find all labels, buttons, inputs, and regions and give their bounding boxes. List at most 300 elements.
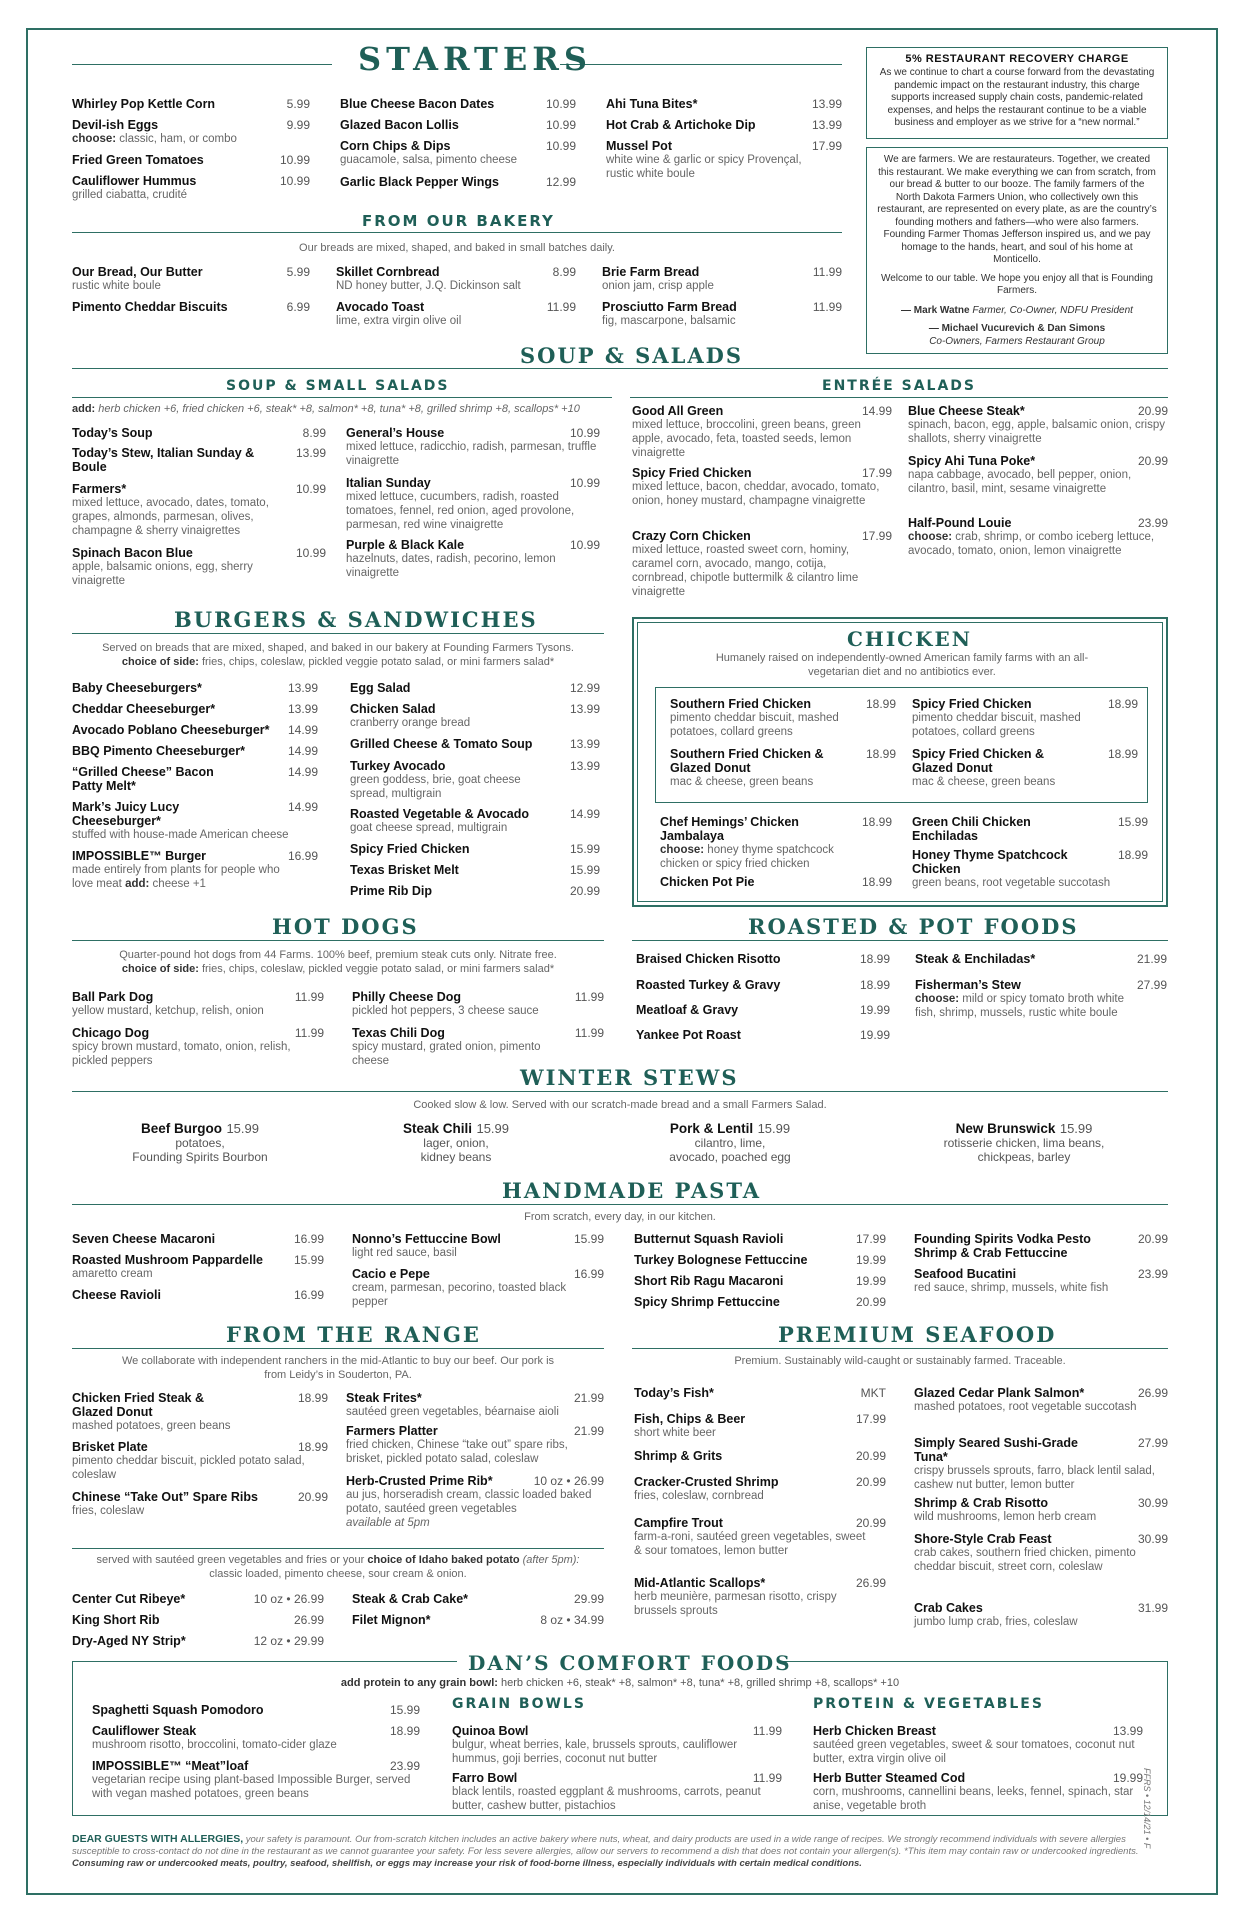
item-price: 11.99 [294, 1026, 324, 1040]
item-description [602, 314, 842, 328]
menu-item [350, 863, 600, 877]
menu-item [912, 815, 1148, 843]
item-name: Braised Chicken Risotto [636, 952, 781, 966]
stew-item [328, 1122, 584, 1164]
description-text: pimento cheddar biscuit, mashed potatoes, collard greens [670, 712, 839, 738]
item-name: Roasted Mushroom Pappardelle [72, 1253, 264, 1267]
menu-item [72, 1634, 324, 1648]
description-text: mixed lettuce, avocado, dates, tomato, grapes, almonds, parmesan, olives, champagne & sherry vinaigrettes [72, 497, 269, 537]
item-name: Shore-Style Crab Feast [914, 1532, 1052, 1546]
item-price: 20.99 [297, 1490, 328, 1504]
item-description [92, 1738, 420, 1752]
item-name: Farro Bowl [452, 1771, 518, 1785]
description-text: mixed lettuce, roasted sweet corn, hominy, caramel corn, avocado, mango, cotija, cornbread, chipotle buttermilk & cilantro lime vinaigrette [632, 544, 859, 598]
item-description [632, 418, 882, 460]
menu-item [915, 952, 1167, 966]
item-name: Campfire Trout [634, 1516, 723, 1530]
item-description [813, 1785, 1143, 1813]
founding-farmers-box [866, 147, 1168, 354]
item-description [602, 279, 842, 293]
description-text: light red sauce, basil [352, 1247, 457, 1259]
menu-item [634, 1449, 886, 1463]
item-description [346, 490, 596, 532]
menu-item [72, 681, 318, 695]
menu-item [634, 1232, 886, 1246]
item-price: 18.99 [865, 697, 896, 711]
menu-item [352, 1592, 604, 1606]
item-price: 18.99 [389, 1724, 420, 1738]
item-description [670, 711, 870, 739]
menu-item [72, 723, 318, 737]
item-description [670, 775, 870, 789]
item-price: 14.99 [287, 765, 318, 779]
description-text: mixed lettuce, radicchio, radish, parmesan, truffle vinaigrette [346, 441, 597, 467]
item-description [346, 440, 600, 468]
menu-item [72, 1613, 324, 1627]
item-description [72, 1504, 328, 1518]
menu-item [636, 1028, 890, 1042]
menu-item [340, 139, 576, 167]
description-text: fries, coleslaw [72, 1505, 145, 1517]
item-name: New Brunswick [955, 1121, 1056, 1136]
chicken-note: Humanely raised on independently-owned American family farms with an all-vegetarian diet and no antibiotics ever. [715, 652, 1089, 678]
item-price: 11.99 [812, 300, 842, 314]
item-name: Texas Chili Dog [352, 1026, 445, 1040]
item-price: 15.99 [757, 1121, 791, 1136]
item-name: Blue Cheese Bacon Dates [340, 97, 495, 111]
menu-item [346, 1391, 604, 1419]
item-price: 10.99 [279, 174, 310, 188]
item-price: 20.99 [855, 1449, 886, 1463]
range-title: FROM THE RANGE [226, 1322, 481, 1347]
item-description [352, 1004, 604, 1018]
description-text: classic, ham, or combo [119, 133, 237, 145]
item-name: Spaghetti Squash Pomodoro [92, 1703, 264, 1717]
item-name: Shrimp & Grits [634, 1449, 723, 1463]
item-description [72, 132, 310, 146]
description-text: sautéed green vegetables, sweet & sour tomatoes, coconut nut butter, extra virgin olive oil [813, 1739, 1135, 1765]
item-description [632, 480, 887, 508]
item-name: Spicy Fried Chicken [912, 697, 1032, 711]
item-name: Cheese Ravioli [72, 1288, 161, 1302]
item-price: 11.99 [294, 990, 324, 1004]
item-price: 21.99 [1136, 952, 1167, 966]
range-served-note: served with sautéed green vegetables and fries or your choice of Idaho baked potato (after 5pm): classic loaded, pimento cheese, sour cream & onion. [96, 1554, 580, 1580]
stew-item [602, 1122, 858, 1164]
item-name: Founding Spirits Vodka Pesto Shrimp & Crab Fettuccine [914, 1232, 1091, 1260]
protein-veg-title: PROTEIN & VEGETABLES [813, 1696, 1044, 1712]
item-price: 12.99 [545, 175, 576, 189]
item-description [92, 1773, 420, 1801]
item-name: Brisket Plate [72, 1440, 148, 1454]
item-description [336, 314, 576, 328]
menu-item [72, 1232, 324, 1246]
item-name: Roasted Vegetable & Avocado [350, 807, 529, 821]
menu-item [634, 1475, 886, 1503]
item-price: 14.99 [861, 404, 892, 418]
menu-item [912, 848, 1148, 890]
menu-item [660, 875, 892, 889]
menu-item [72, 546, 326, 588]
menu-item [72, 174, 310, 202]
item-name: Seven Cheese Macaroni [72, 1232, 216, 1246]
item-price: 15.99 [569, 863, 600, 877]
description-text: spicy brown mustard, tomato, onion, relish, pickled peppers [72, 1041, 291, 1067]
seafood-note: Premium. Sustainably wild-caught or sustainably farmed. Traceable. [734, 1355, 1066, 1367]
item-name: Yankee Pot Roast [636, 1028, 741, 1042]
menu-item [660, 815, 892, 871]
item-price: 13.99 [1112, 1724, 1143, 1738]
description-text: mushroom risotto, broccolini, tomato-cider glaze [92, 1739, 337, 1751]
item-price: 10.99 [569, 476, 600, 490]
item-name: Avocado Poblano Cheeseburger* [72, 723, 270, 737]
item-price: 10.99 [545, 97, 576, 111]
pasta-title: HANDMADE PASTA [502, 1178, 762, 1203]
menu-item [914, 1532, 1168, 1574]
description-text: mixed lettuce, broccolini, green beans, green apple, avocado, feta, toasted seeds, lemon vinaigrette [632, 419, 861, 459]
item-price: 18.99 [297, 1391, 328, 1405]
item-price: 26.99 [855, 1576, 886, 1590]
item-name: Simply Seared Sushi-Grade Tuna* [914, 1436, 1078, 1464]
stews-note: Cooked slow & low. Served with our scratch-made bread and a small Farmers Salad. [413, 1099, 827, 1111]
item-name: Spicy Fried Chicken [350, 842, 470, 856]
item-name: Chicken Salad [350, 702, 436, 716]
item-description [336, 279, 576, 293]
item-price: 13.99 [569, 702, 600, 716]
item-description [72, 1454, 312, 1482]
menu-item [72, 702, 318, 716]
menu-item [340, 175, 576, 189]
burgers-note: Served on breads that are mixed, shaped, and baked in our bakery at Founding Farmers Tysons. choice of side: fries, chips, coleslaw, pickled veggie potato salad, or mini farmers salad* [102, 642, 574, 668]
item-price: 8.99 [302, 426, 326, 440]
description-text: pimento cheddar biscuit, mashed potatoes, collard greens [912, 712, 1081, 738]
item-name: Prosciutto Farm Bread [602, 300, 737, 314]
item-name: Cauliflower Steak [92, 1724, 197, 1738]
menu-item [914, 1386, 1168, 1414]
menu-item [350, 681, 600, 695]
farmers-welcome: Welcome to our table. We hope you enjoy all that is Founding Farmers. [880, 272, 1153, 296]
item-description [912, 775, 1112, 789]
item-price: 14.99 [569, 807, 600, 821]
item-price: 15.99 [476, 1121, 510, 1136]
menu-item [340, 97, 576, 111]
item-price: 11.99 [812, 265, 842, 279]
item-price: MKT [860, 1386, 886, 1400]
item-price: 13.99 [569, 759, 600, 773]
item-price: 10 oz • 26.99 [253, 1592, 324, 1606]
item-price: 15.99 [573, 1232, 604, 1246]
item-price: 13.99 [287, 681, 318, 695]
item-description [72, 560, 282, 588]
item-description [912, 711, 1112, 739]
item-description [352, 1281, 604, 1309]
soup-small-salads-title: SOUP & SMALL SALADS [226, 378, 450, 394]
item-name: Cacio e Pepe [352, 1267, 430, 1281]
item-price: 11.99 [546, 300, 576, 314]
item-price: 16.99 [293, 1288, 324, 1302]
item-price: 10.99 [545, 139, 576, 153]
item-description [72, 828, 318, 842]
item-price: 13.99 [287, 702, 318, 716]
item-price: 14.99 [287, 723, 318, 737]
menu-item [908, 516, 1168, 558]
menu-item [914, 1232, 1168, 1260]
menu-item [350, 702, 600, 730]
menu-item [352, 1026, 604, 1068]
item-name: General’s House [346, 426, 445, 440]
item-description: avocado, poached egg [669, 1150, 791, 1164]
menu-item [346, 476, 600, 532]
item-description [346, 1488, 604, 1530]
item-description [914, 1400, 1144, 1414]
item-name: Blue Cheese Steak* [908, 404, 1025, 418]
signature-1-role: Farmer, Co-Owner, NDFU President [972, 304, 1133, 316]
description-text: fig, mascarpone, balsamic [602, 315, 736, 327]
description-text: short white beer [634, 1427, 716, 1439]
item-price: 19.99 [855, 1253, 886, 1267]
item-price: 30.99 [1137, 1532, 1168, 1546]
item-description [72, 1267, 324, 1281]
description-text: made entirely from plants for people who love meat [72, 864, 280, 890]
allergy-text: your safety is paramount. Our from-scratch kitchen includes an active bakery where nuts, wheat, and dairy products are used in a wide range of recipes. We strongly recommend individuals with severe allergies susceptible to cross-contact do not dine in the restaurant as we cannot guarantee your safety. For less severe allergies, allow our servers to recommend a dish that does not contain your allergen(s). *This item may contain raw or undercooked ingredients. [72, 1834, 1139, 1857]
description-label: choose: [660, 844, 705, 856]
item-name: Half-Pound Louie [908, 516, 1012, 530]
item-description [912, 876, 1148, 890]
menu-item [346, 426, 600, 468]
item-price: 16.99 [293, 1232, 324, 1246]
item-name: Steak & Enchiladas* [915, 952, 1036, 966]
item-price: 10.99 [569, 426, 600, 440]
signature-2-role: Co-Owners, Farmers Restaurant Group [929, 335, 1105, 347]
item-description [634, 1426, 886, 1440]
entree-salads-title: ENTRÉE SALADS [822, 378, 976, 394]
item-name: Farmers* [72, 482, 127, 496]
menu-item [634, 1274, 886, 1288]
item-name: Spicy Fried Chicken [632, 466, 752, 480]
item-description [634, 1489, 886, 1503]
item-name: Today’s Fish* [634, 1386, 714, 1400]
item-price: 5.99 [286, 97, 310, 111]
item-price: 13.99 [569, 737, 600, 751]
menu-item [634, 1386, 886, 1400]
item-price: 5.99 [286, 265, 310, 279]
item-price: 20.99 [855, 1295, 886, 1309]
item-name: Southern Fried Chicken & Glazed Donut [670, 747, 824, 775]
item-description [914, 1546, 1154, 1574]
menu-item [908, 454, 1168, 496]
menu-item [352, 1232, 604, 1260]
item-name: Steak Frites* [346, 1391, 422, 1405]
menu-item [72, 1592, 324, 1606]
signature-2-name: — Michael Vucurevich & Dan Simons [928, 323, 1106, 334]
signature-1 [877, 305, 1157, 318]
item-name: Glazed Cedar Plank Salmon* [914, 1386, 1085, 1400]
description-text: bulgur, wheat berries, kale, brussels sprouts, cauliflower hummus, goji berries, coconut nut butter [452, 1739, 738, 1765]
description-text: mashed potatoes, root vegetable succotash [914, 1401, 1137, 1413]
description-text: grilled ciabatta, crudité [72, 189, 188, 201]
menu-item [632, 404, 892, 460]
grain-bowls-title: GRAIN BOWLS [452, 1696, 586, 1712]
item-price: 17.99 [861, 529, 892, 543]
menu-item [352, 990, 604, 1018]
item-description [350, 821, 600, 835]
item-description [72, 279, 310, 293]
item-name: Pimento Cheddar Biscuits [72, 300, 228, 314]
menu-item [340, 118, 576, 132]
item-description [72, 1419, 328, 1433]
item-description [914, 1615, 1168, 1629]
description-text: jumbo lump crab, fries, coleslaw [914, 1616, 1078, 1628]
item-name: Spinach Bacon Blue [72, 546, 193, 560]
hotdogs-note: Quarter-pound hot dogs from 44 Farms. 100% beef, premium steak cuts only. Nitrate free. choice of side: fries, chips, coleslaw, pickled veggie potato salad, or mini farmers salad* [119, 949, 557, 975]
description-text: herb meunière, parmesan risotto, crispy brussels sprouts [634, 1591, 837, 1617]
item-description [352, 1246, 604, 1260]
item-name: Filet Mignon* [352, 1613, 431, 1627]
item-description [452, 1785, 782, 1813]
item-name: Our Bread, Our Butter [72, 265, 203, 279]
item-price: 20.99 [855, 1475, 886, 1489]
item-description [908, 530, 1158, 558]
description-text: crispy brussels sprouts, farro, black lentil salad, cashew nut butter, lemon butter [914, 1465, 1155, 1491]
menu-item [352, 1267, 604, 1309]
item-price: 13.99 [811, 97, 842, 111]
menu-item [636, 1003, 890, 1017]
menu-item [670, 747, 896, 789]
seafood-title: PREMIUM SEAFOOD [778, 1322, 1057, 1347]
item-description [914, 1464, 1168, 1492]
item-name: Baby Cheeseburgers* [72, 681, 202, 695]
item-price: 17.99 [811, 139, 842, 153]
menu-item [72, 300, 310, 314]
description-text: cheese +1 [152, 878, 206, 890]
item-description [632, 543, 882, 599]
description-text: napa cabbage, avocado, bell pepper, onion, cilantro, basil, mint, sesame vinaigrette [908, 469, 1132, 495]
menu-item [914, 1601, 1168, 1629]
item-price: 18.99 [861, 815, 892, 829]
item-price: 21.99 [573, 1424, 604, 1438]
menu-item [336, 265, 576, 293]
description-text: fries, coleslaw, cornbread [634, 1490, 764, 1502]
item-name: IMPOSSIBLE™ “Meat”loaf [92, 1759, 249, 1773]
item-description [660, 843, 870, 871]
description-text: hazelnuts, dates, radish, pecorino, lemon vinaigrette [346, 553, 556, 579]
item-price: 13.99 [295, 446, 326, 460]
item-name: Farmers Platter [346, 1424, 438, 1438]
item-price: 12.99 [569, 681, 600, 695]
item-name: Crab Cakes [914, 1601, 983, 1615]
item-price: 11.99 [574, 990, 604, 1004]
item-name: Chicken Fried Steak & Glazed Donut [72, 1391, 204, 1419]
menu-item [346, 1474, 604, 1530]
item-description [914, 1281, 1168, 1295]
menu-item [915, 978, 1167, 1020]
item-price: 26.99 [1137, 1386, 1168, 1400]
item-name: Egg Salad [350, 681, 411, 695]
chicken-title: CHICKEN [847, 627, 972, 651]
menu-item [336, 300, 576, 328]
menu-code: FFRS • 12/14/21 • F [1142, 1768, 1152, 1849]
description-text: spicy mustard, grated onion, pimento cheese [352, 1041, 541, 1067]
description-text: mac & cheese, green beans [670, 776, 814, 788]
item-name: “Grilled Cheese” Bacon Patty Melt* [72, 765, 214, 793]
item-name: Meatloaf & Gravy [636, 1003, 739, 1017]
item-price: 10 oz • 26.99 [533, 1474, 604, 1488]
item-price: 19.99 [859, 1003, 890, 1017]
item-name: Fried Green Tomatoes [72, 153, 204, 167]
item-price: 17.99 [855, 1232, 886, 1246]
menu-item [813, 1724, 1143, 1766]
item-description: kidney beans [420, 1150, 492, 1164]
item-price: 16.99 [573, 1267, 604, 1281]
item-price: 10.99 [569, 538, 600, 552]
menu-item [72, 765, 318, 793]
item-price: 15.99 [389, 1703, 420, 1717]
menu-item [634, 1516, 886, 1558]
item-description [72, 1004, 324, 1018]
description-text: fried chicken, Chinese “take out” spare ribs, brisket, pickled potato salad, coleslaw [346, 1439, 568, 1465]
item-description: potatoes, [175, 1136, 225, 1150]
item-name: Cauliflower Hummus [72, 174, 197, 188]
item-name: Dry-Aged NY Strip* [72, 1634, 186, 1648]
description-text: mixed lettuce, bacon, cheddar, avocado, tomato, onion, honey mustard, champagne vinaigrette [632, 481, 880, 507]
menu-item [632, 466, 892, 508]
item-price: 18.99 [859, 978, 890, 992]
range-note: We collaborate with independent ranchers in the mid-Atlantic to buy our beef. Our pork is from Leidy’s in Souderton, PA. [121, 1355, 555, 1381]
item-name: IMPOSSIBLE™ Burger [72, 849, 207, 863]
item-name: Butternut Squash Ravioli [634, 1232, 784, 1246]
item-name: Chinese “Take Out” Spare Ribs [72, 1490, 258, 1504]
item-price: 15.99 [293, 1253, 324, 1267]
signature-1-name: — Mark Watne [901, 304, 970, 316]
item-description [72, 188, 310, 202]
pasta-note: From scratch, every day, in our kitchen. [524, 1211, 716, 1223]
menu-item [350, 807, 600, 835]
description-text: ND honey butter, J.Q. Dickinson salt [336, 280, 521, 292]
description-text: sautéed green vegetables, béarnaise aioli [346, 1406, 559, 1418]
menu-item [72, 446, 326, 474]
item-name: Mark’s Juicy Lucy Cheeseburger* [72, 800, 180, 828]
description-text: crab cakes, southern fried chicken, pimento cheddar biscuit, street corn, coleslaw [914, 1547, 1136, 1573]
menu-item [350, 737, 600, 751]
item-name: Spicy Shrimp Fettuccine [634, 1295, 780, 1309]
menu-item [72, 849, 318, 891]
recovery-text: As we continue to chart a course forward from the devastating pandemic impact on the restaurant industry, this charge supports increased supply chain costs, pandemic-related expenses, and helps the restaurant continue to be a viable business and employer as we strive for a “new normal.” [879, 67, 1155, 128]
item-description [452, 1738, 782, 1766]
menu-item [813, 1771, 1143, 1813]
menu-item [912, 747, 1138, 789]
item-name: Prime Rib Dip [350, 884, 432, 898]
description-text: rustic white boule [72, 280, 161, 292]
description-text: vegetarian recipe using plant-based Impossible Burger, served with vegan mashed potatoes, green beans [92, 1774, 411, 1800]
item-description [352, 1040, 562, 1068]
item-name: Good All Green [632, 404, 724, 418]
menu-item [606, 118, 842, 132]
item-name: Italian Sunday [346, 476, 431, 490]
description-text: black lentils, roasted eggplant & mushrooms, carrots, peanut butter, cashew butter, pistachios [452, 1786, 761, 1812]
burgers-title: BURGERS & SANDWICHES [174, 607, 538, 632]
menu-item [72, 426, 326, 440]
item-name: Herb-Crusted Prime Rib* [346, 1474, 493, 1488]
item-name: Skillet Cornbread [336, 265, 440, 279]
item-name: Corn Chips & Dips [340, 139, 451, 153]
description-text: pimento cheddar biscuit, pickled potato salad, coleslaw [72, 1455, 305, 1481]
description-label: add: [125, 878, 150, 890]
description-text: farm-a-roni, sautéed green vegetables, sweet & sour tomatoes, lemon butter [634, 1531, 866, 1557]
item-price: 16.99 [287, 849, 318, 863]
item-price: 18.99 [1117, 848, 1148, 862]
item-description: rotisserie chicken, lima beans, [943, 1136, 1105, 1150]
menu-item [636, 978, 890, 992]
